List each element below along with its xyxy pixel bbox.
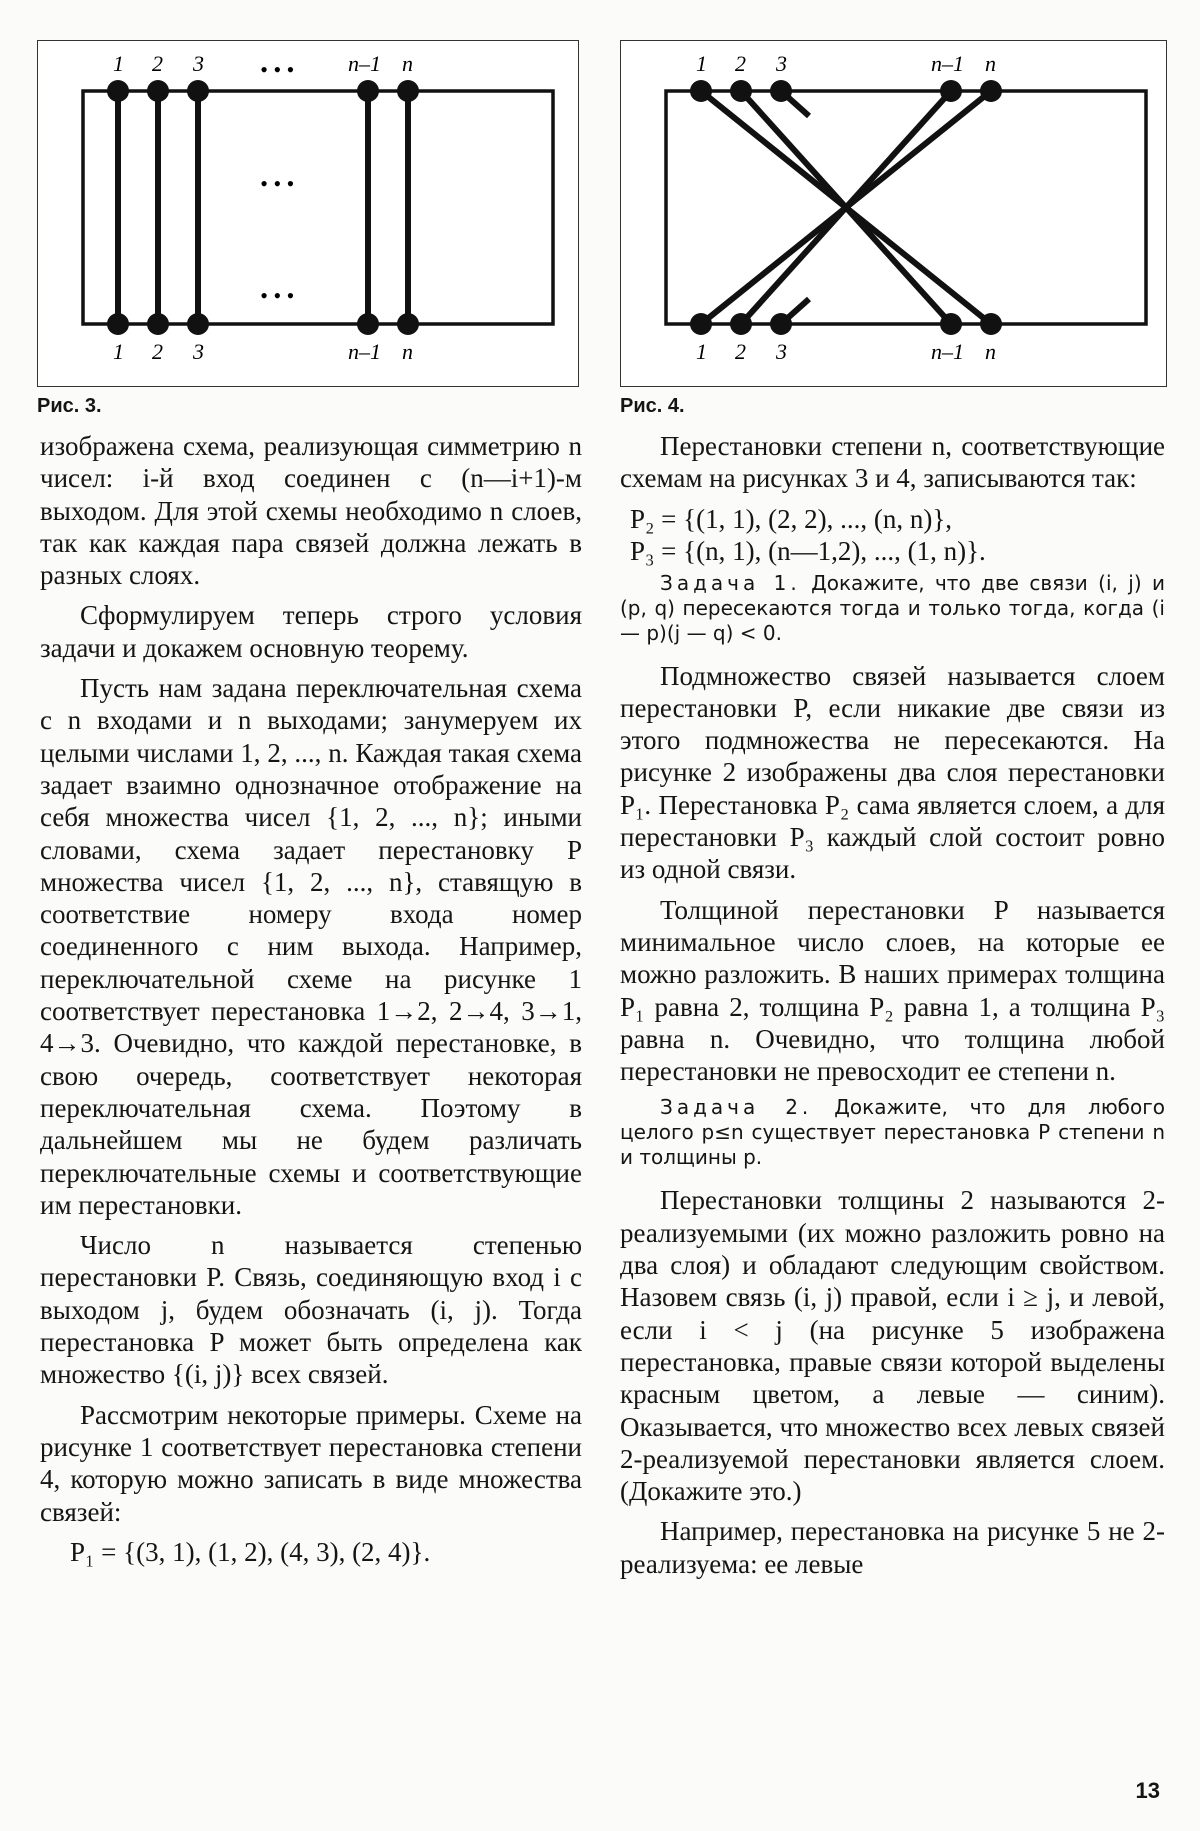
task-1 bbox=[620, 571, 1165, 646]
paragraph: Число n называется степенью перестановки P. Связь, соединяющую вход i с выходом j, будем обозначать (i, j). Тогда перестановка P может быть определена как множество {(i, j)} всех связей. bbox=[40, 1230, 582, 1390]
fig3-top-label: 2 bbox=[152, 51, 163, 76]
task-1-heading: Задача 1. bbox=[660, 570, 801, 595]
fig4-bottom-label: n–1 bbox=[931, 339, 964, 364]
fig3-bottom-label: 1 bbox=[113, 339, 124, 364]
fig4-top-label: 1 bbox=[696, 51, 707, 76]
paragraph: Подмножество связей называется слоем перестановки P, если никакие две связи из этого подмножества не пересекаются. На рисунке 2 изображены два слоя перестановки P₁. Перестановка P₂ сама является слоем, а для перестановки P₃ каждый слой состоит ровно из одной связи. bbox=[620, 660, 1165, 885]
formula-p3: P₃ = {(n, 1), (n—1,2), ..., (1, n)}. bbox=[630, 535, 986, 566]
fig3-bottom-label: n bbox=[402, 339, 413, 364]
fig4-bottom-label: 3 bbox=[776, 339, 787, 364]
figure-3-diagram bbox=[38, 41, 578, 386]
fig3-top-label: 3 bbox=[193, 51, 204, 76]
task-2 bbox=[620, 1095, 1165, 1170]
page-number: 13 bbox=[1135, 1778, 1160, 1803]
fig4-bottom-label: 2 bbox=[735, 339, 746, 364]
paragraph: Например, перестановка на рисунке 5 не 2-реализуема: ее левые bbox=[620, 1516, 1165, 1579]
task-2-heading: Задача 2. bbox=[660, 1095, 813, 1120]
left-column bbox=[40, 430, 582, 1568]
paragraph: Пусть нам задана переключательная схема с n входами и n выходами; занумеруем их целыми числами 1, 2, ..., n. Каждая такая схема задает взаимно однозначное отображение на себя множества чисел {1, 2, ..., n}; иными словами, схема задает перестановку P множества чисел {1, 2, ..., n}, ставящую в соответствие номеру входа номер соединенного с ним выхода. Например, переключательной схеме на рисунке 1 соответствует перестановка 1→2, 2→4, 3→1, 4→3. Очевидно, что каждой перестановке, в свою очередь, соответствует некоторая переключательная схема. Поэтому в дальнейшем мы не будем различать переключательные схемы и соответствующие им перестановки. bbox=[40, 673, 582, 1220]
fig3-top-label: n–1 bbox=[348, 51, 381, 76]
task-1-text: Докажите, что две связи (i, j) и (p, q) пересекаются тогда и только тогда, когда (i— p)(j — q) < 0. bbox=[620, 570, 1165, 645]
fig3-top-label: • • • bbox=[260, 57, 295, 82]
paragraph: Толщиной перестановки P называется минимальное число слоев, на которые ее можно разложить. В наших примерах толщина P₁ равна 2, толщина P₂ равна 1, а толщина P₃ равна n. Очевидно, что толщина любой перестановки не превосходит ее степени n. bbox=[620, 894, 1165, 1087]
task-2-text: Докажите, что для любого целого p≤n существует перестановка P степени n и толщины p. bbox=[620, 1095, 1165, 1170]
paragraph: Перестановки степени n, соответствующие схемам на рисунках 3 и 4, записываются так: bbox=[620, 431, 1165, 494]
fig4-top-label: 2 bbox=[735, 51, 746, 76]
fig3-bottom-label: 3 bbox=[193, 339, 204, 364]
paragraph: изображена схема, реализующая симметрию n чисел: i-й вход соединен с (n—i+1)-м выходом. Для этой схемы необходимо n слоев, так как каждая пара связей должна лежать в разных слоях. bbox=[40, 431, 582, 591]
fig3-bottom-label: 2 bbox=[152, 339, 163, 364]
paragraph: Рассмотрим некоторые примеры. Схеме на рисунке 1 соответствует перестановка степени 4, которую можно записать в виде множества связей: bbox=[40, 1399, 582, 1527]
figure-4 bbox=[620, 40, 1167, 387]
formula-p2: P₂ = {(1, 1), (2, 2), ..., (n, n)}, bbox=[630, 503, 953, 534]
fig4-bottom-label: n bbox=[985, 339, 996, 364]
figure-4-diagram bbox=[621, 41, 1166, 386]
formula-p1: P₁ = {(3, 1), (1, 2), (4, 3), (2, 4)}. bbox=[70, 1536, 431, 1567]
figure-3 bbox=[37, 40, 579, 387]
fig3-bottom-label: n–1 bbox=[348, 339, 381, 364]
fig4-bottom-label: 1 bbox=[696, 339, 707, 364]
fig3-mid-label: • • • bbox=[260, 171, 295, 196]
fig3-top-label: n bbox=[402, 51, 413, 76]
fig4-top-label: 3 bbox=[776, 51, 787, 76]
fig4-top-label: n–1 bbox=[931, 51, 964, 76]
fig3-bottom-label: • • • bbox=[260, 283, 295, 308]
paragraph: Сформулируем теперь строго условия задачи и докажем основную теорему. bbox=[40, 600, 582, 663]
figure-3-caption: Рис. 3. bbox=[37, 395, 102, 417]
fig3-top-label: 1 bbox=[113, 51, 124, 76]
figure-4-caption: Рис. 4. bbox=[620, 395, 685, 417]
right-column bbox=[620, 430, 1165, 1588]
paragraph: Перестановки толщины 2 называются 2-реализуемыми (их можно разложить ровно на два слоя) и обладают следующим свойством. Назовем связь (i, j) правой, если i ≥ j, и левой, если i < j (на рисунке 5 изображена перестановка, правые связи которой выделены красным цветом, а левые — синим). Оказывается, что множество всех левых связей 2-реализуемой перестановки является слоем. (Докажите это.) bbox=[620, 1185, 1165, 1507]
fig4-top-label: n bbox=[985, 51, 996, 76]
